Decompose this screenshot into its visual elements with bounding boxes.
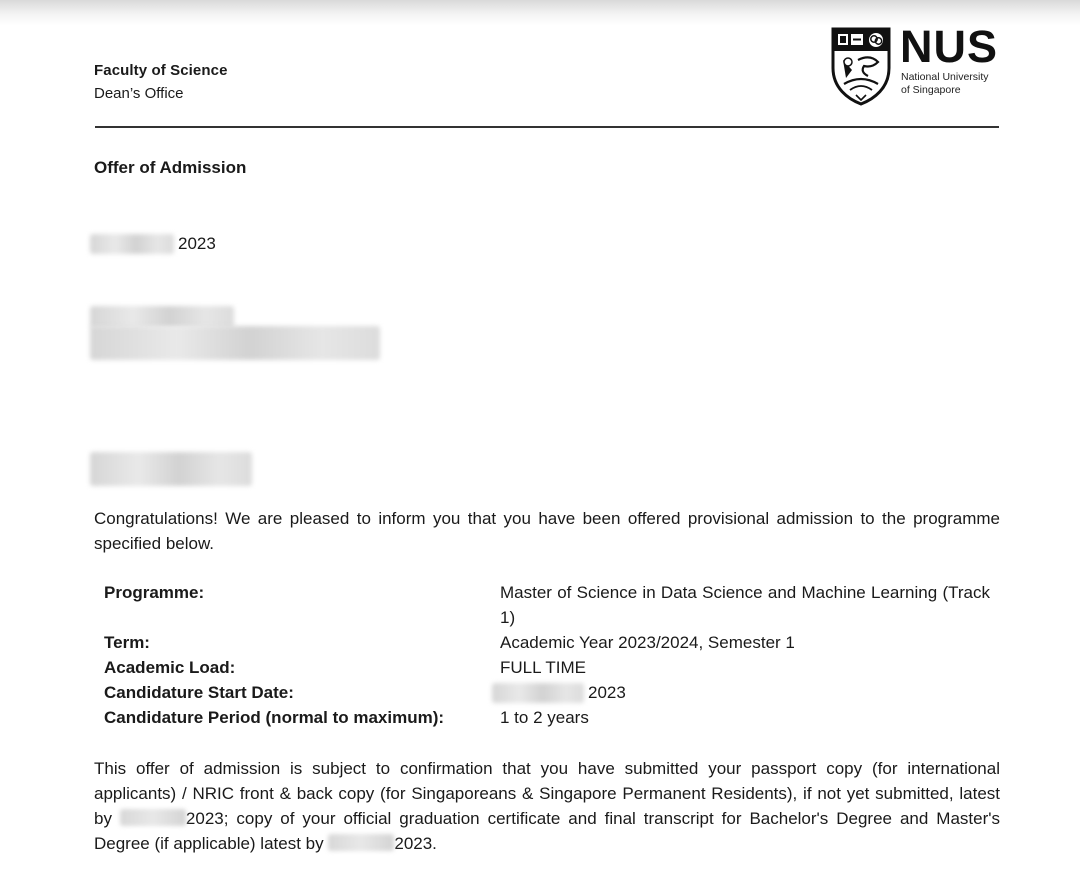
nus-crest-icon [830,26,892,106]
condition-text-part2: 2023; copy of your official graduation certificate and final transcript for Bachelor's Degree and Master's Degree (if applicable) latest by [94,809,1000,853]
letter-title: Offer of Admission [94,158,247,177]
condition-text-part3: 2023. [394,834,437,853]
logo-subtitle-line1: National University [901,71,989,83]
academic-load-label: Academic Load: [104,658,236,677]
intro-paragraph: Congratulations! We are pleased to inform you that you have been offered provisional admission to the programme specified below. [94,509,1000,553]
faculty-name: Faculty of Science [94,62,228,79]
office-name: Dean’s Office [94,85,184,102]
logo-subtitle-line2: of Singapore [901,84,961,96]
redacted-recipient-name [90,306,234,328]
condition-paragraph [94,756,1000,856]
redacted-recipient-address [90,326,380,360]
programme-label: Programme: [104,583,205,602]
candidature-period-label: Candidature Period (normal to maximum): [104,708,445,727]
letter-date-year: 2023 [178,234,216,253]
condition-text-part1: This offer of admission is subject to confirmation that you have submitted your passport copy (for international applicants) / NRIC front & back copy (for Singaporeans & Singapore Permanent Residents), if not yet submitted, latest by [94,759,1000,828]
logo-wordmark: NUS [900,21,999,72]
term-label: Term: [104,633,150,652]
term-value: Academic Year 2023/2024, Semester 1 [500,633,795,652]
redacted-date [90,234,174,254]
redacted-start-date [492,683,584,703]
header-divider [95,126,999,128]
nus-logo [828,21,1008,108]
academic-load-value: FULL TIME [500,658,586,677]
redacted-deadline-1 [120,809,186,826]
programme-value: Master of Science in Data Science and Machine Learning (Track 1) [500,583,990,627]
redacted-salutation [90,452,252,486]
redacted-deadline-2 [328,834,394,851]
start-date-label: Candidature Start Date: [104,683,294,702]
candidature-period-value: 1 to 2 years [500,708,589,727]
start-date-year: 2023 [588,683,626,702]
